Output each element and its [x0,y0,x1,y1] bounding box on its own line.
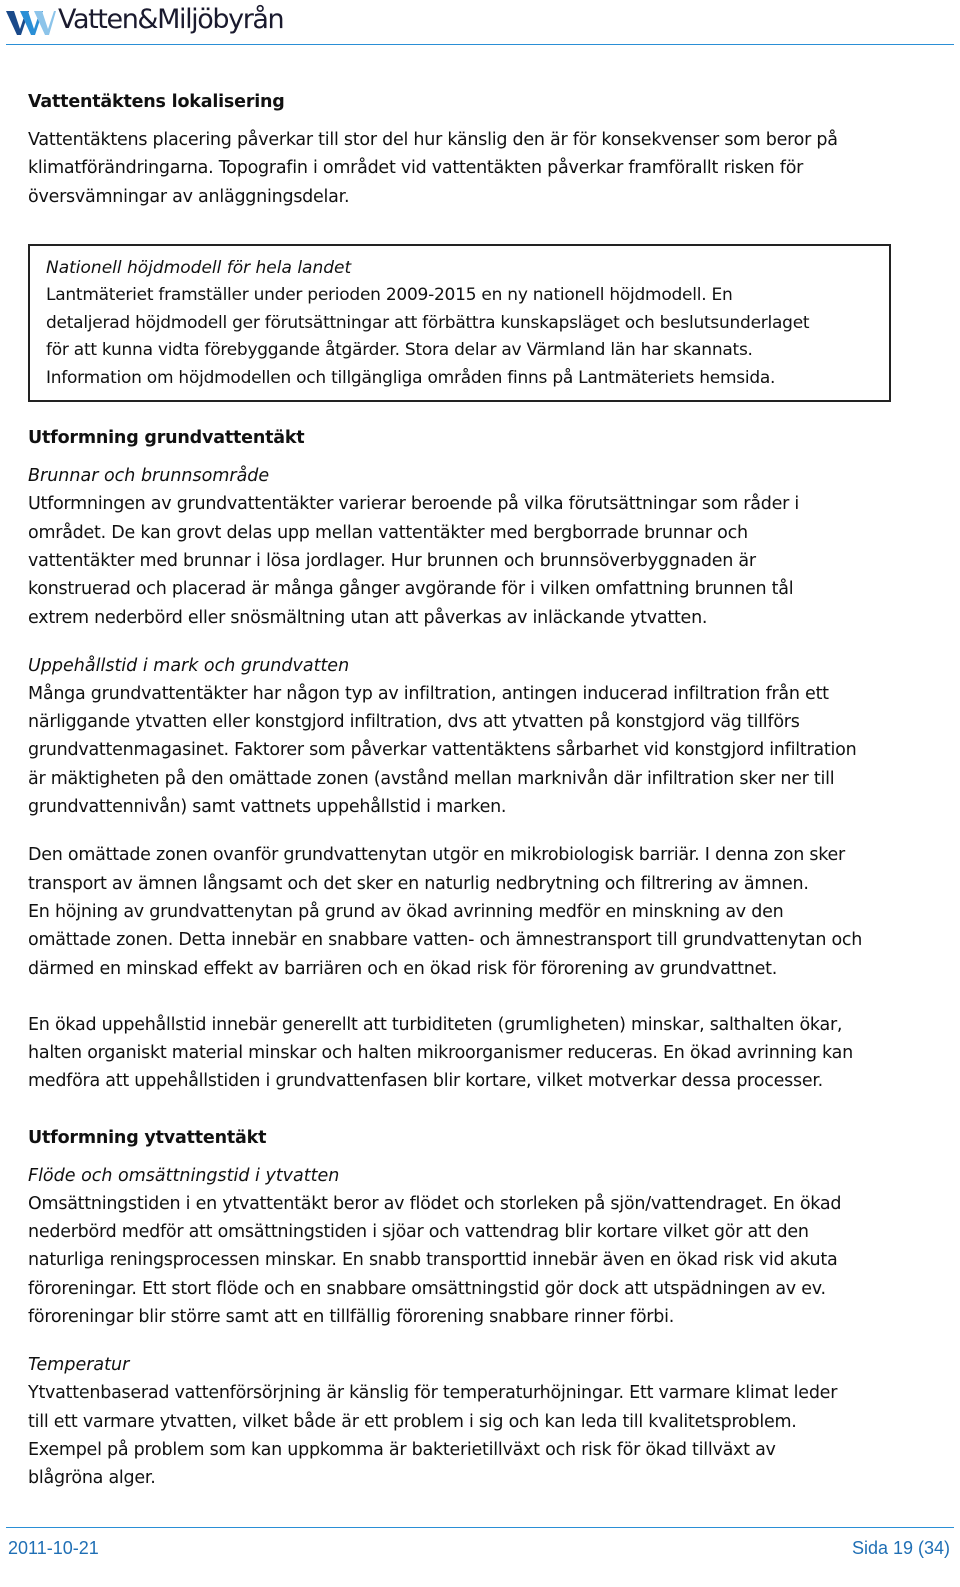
footer-page-number: Sida 19 (34) [851,1538,950,1558]
wave-chevrons-icon [6,5,56,35]
company-logo [6,2,283,38]
subheading-flode: Flöde och omsättningstid i ytvatten [28,1165,340,1186]
info-box-title: Nationell höjdmodell för hela landet [46,257,352,278]
header-divider [6,44,954,45]
page-footer [8,1538,950,1568]
paragraph-uppehallstid-effekt: En ökad uppehållstid innebär generellt att turbiditeten (grumligheten) minskar, salthalten ökar, halten organiskt material minskar och halten mikroorganismer reduceras. En ökad avrinning kan medföra att uppehållstiden i grundvattenfasen blir kortare, vilket motverkar dessa processer. [28,1014,853,1092]
paragraph-omsattningstid: Omsättningstiden i en ytvattentäkt beror av flödet och storleken på sjön/vattendraget. En ökad nederbörd medför att omsättningstiden i sjöar och vattendrag blir kortare vilket gör att den naturliga reningsprocessen minskar. En snabb transporttid innebär även en ökad risk vid akuta föroreningar. Ett stort flöde och en snabbare omsättningstid gör dock att utspädningen av ev. föroreningar blir större samt att en tillfällig förorening snabbare rinner förbi. [28,1193,842,1327]
info-box-text: Lantmäteriet framställer under perioden 2009-2015 en ny nationell höjdmodell. En detaljerad höjdmodell ger förutsättningar att förbättra kunskapsläget och beslutsunderlaget för att kunna vidta förebyggande åtgärder. Stora delar av Värmland län har skannats. Information om höjdmodellen och tillgängliga områden finns på Lantmäteriets hemsida. [46,285,810,388]
logo-text: Vatten&Miljöbyrån [58,4,284,35]
paragraph-omattade-zonen: Den omättade zonen ovanför grundvattenytan utgör en mikrobiologisk barriär. I denna zon sker transport av ämnen långsamt och det sker en naturlig nedbrytning och filtrering av ämnen. En höjning av grundvattenytan på grund av ökad avrinning medför en minskning av den omättade zonen. Detta innebär en snabbare vatten- och ämnestransport till grundvattenytan och därmed en minskad effekt av barriären och en ökad risk för förorening av grundvattnet. [28,845,863,979]
footer-divider [6,1527,954,1528]
paragraph-infiltration: Många grundvattentäkter har någon typ av infiltration, antingen inducerad infiltration från ett närliggande ytvatten eller konstgjord infiltration, dvs att ytvatten på konstgjord väg tillförs grundvattenmagasinet. Faktorer som påverkar vattentäktens sårbarhet vid konstgjord infiltration är mäktigheten på den omättade zonen (avstånd mellan marknivån där infiltration sker ner till grundvattennivån) samt vattnets uppehållstid i marken. [28,683,857,818]
subheading-uppehallstid: Uppehållstid i mark och grundvatten [28,655,350,676]
info-box-hojdmodell [28,244,891,403]
paragraph-lokalisering: Vattentäktens placering påverkar till stor del hur känslig den är för konsekvenser som beror på klimatförändringarna. Topografin i området vid vattentäkten påverkar framförallt risken för översvämningar av anläggningsdelar. [28,130,838,207]
page-header [0,0,960,46]
footer-date: 2011-10-21 [8,1538,99,1558]
paragraph-brunnar: Utformningen av grundvattentäkter varierar beroende på vilka förutsättningar som råder i området. De kan grovt delas upp mellan vattentäkter med bergborrade brunnar och vattentäkter med brunnar i lösa jordlager. Hur brunnen och brunnsöverbyggnaden är konstruerad och placerad är många gånger avgörande för i vilken omfattning brunnen tål extrem nederbörd eller snösmältning utan att påverkas av inläckande ytvatten. [28,494,799,628]
heading-ytvattentakt: Utformning ytvattentäkt [28,1127,267,1148]
subheading-temperatur: Temperatur [28,1355,130,1376]
paragraph-temperatur: Ytvattenbaserad vattenförsörjning är känslig för temperaturhöjningar. Ett varmare klimat leder till ett varmare ytvatten, vilket både är ett problem i sig och kan leda till kvalitetsproblem. Exempel på problem som kan uppkomma är bakterietillväxt och risk för ökad tillväxt av blågröna alger. [28,1383,838,1489]
document-body [28,88,948,1492]
subheading-brunnar: Brunnar och brunnsområde [28,466,270,487]
heading-lokalisering: Vattentäktens lokalisering [28,92,285,112]
heading-grundvattentakt: Utformning grundvattentäkt [28,428,305,449]
